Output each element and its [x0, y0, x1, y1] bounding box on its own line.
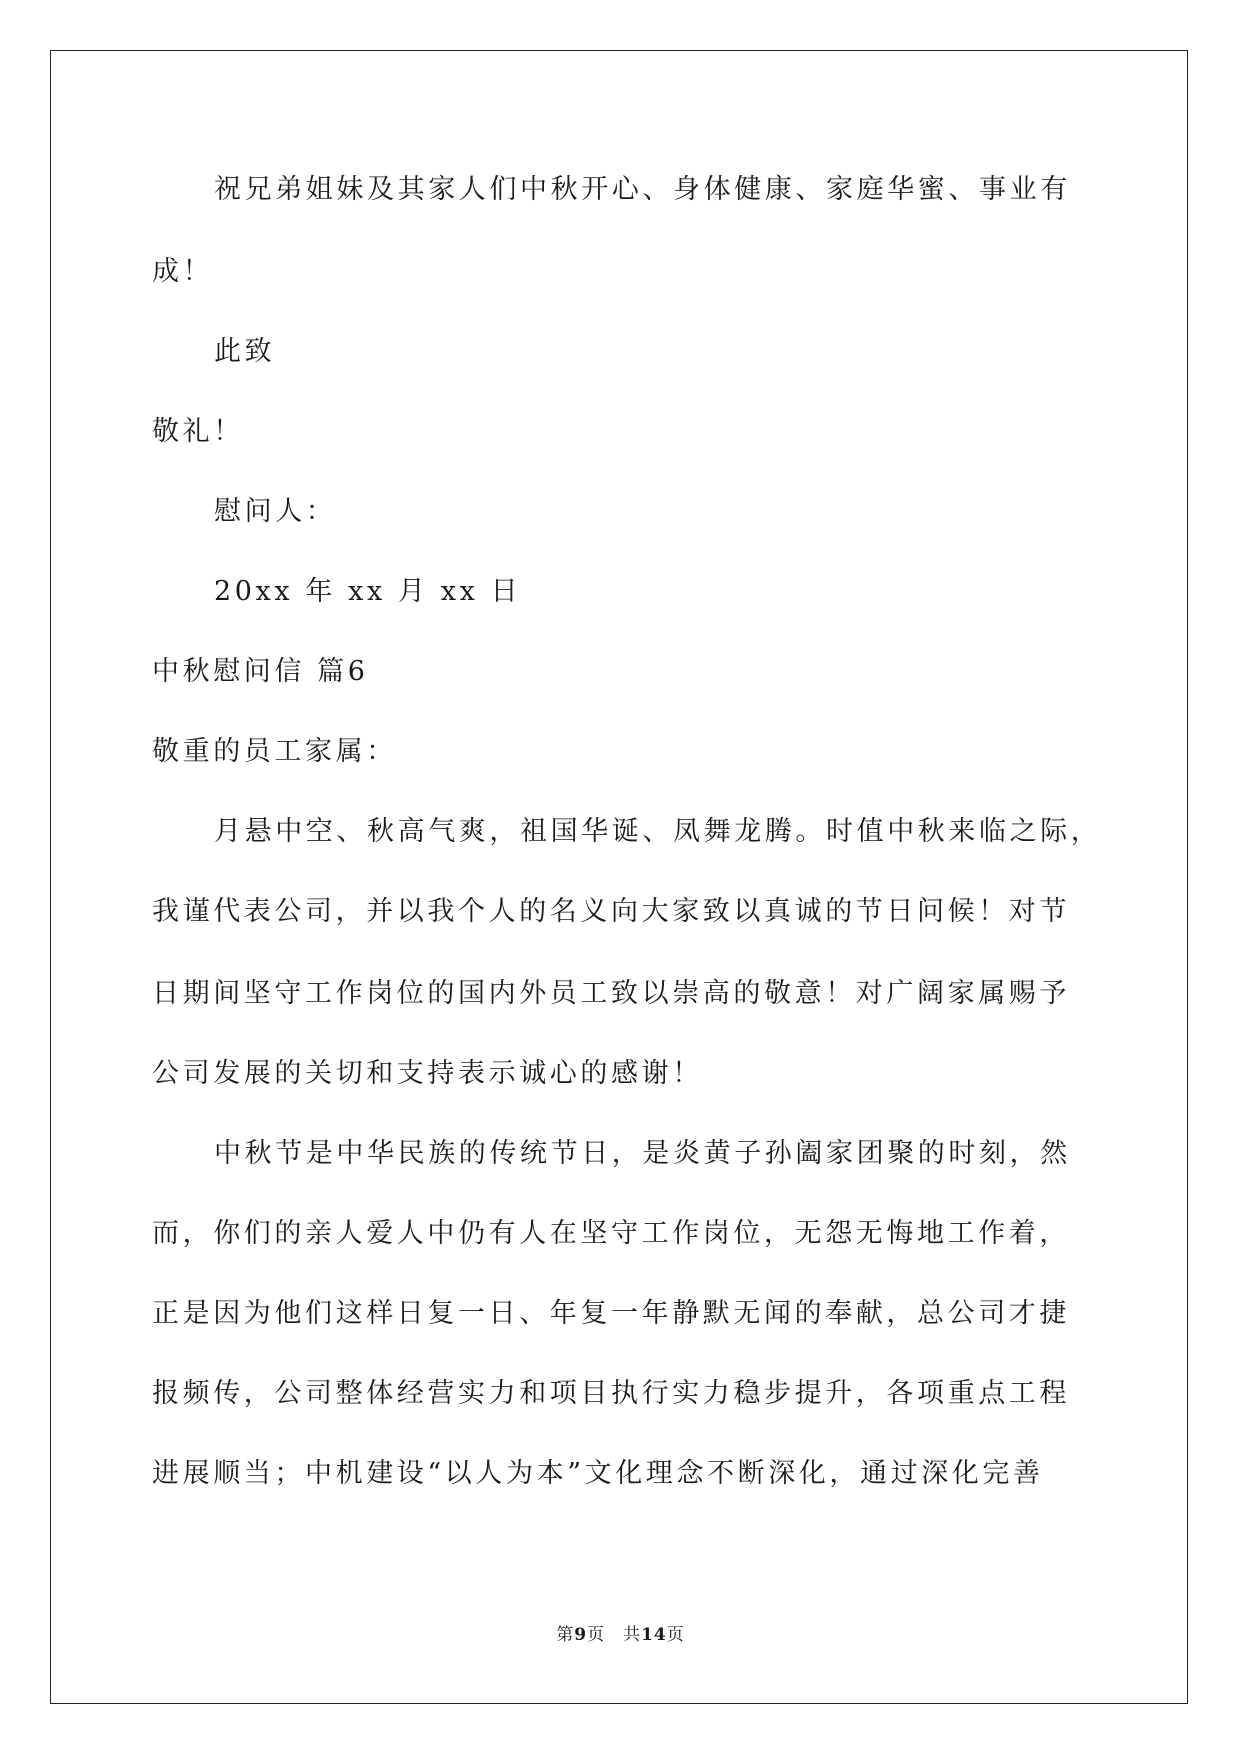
- total-page-number: 14: [641, 1625, 667, 1645]
- footer-mid: 页 共: [587, 1625, 642, 1645]
- signature-label: 慰问人：: [214, 496, 337, 527]
- paragraph-line-5: 日期间坚守工作岗位的国内外员工致以崇高的敬意！对广阔家属赐予: [152, 978, 1070, 1009]
- paragraph-line-2: 成！: [152, 256, 214, 287]
- page-border: [50, 50, 1188, 1704]
- paragraph-line-9: 正是因为他们这样日复一日、年复一年静默无闻的奉献，总公司才捷: [152, 1298, 1070, 1329]
- closing-respect: 敬礼！: [152, 416, 244, 447]
- paragraph-line-6: 公司发展的关切和支持表示诚心的感谢！: [152, 1058, 703, 1089]
- date-line: 20xx 年 xx 月 xx 日: [214, 576, 522, 607]
- section-heading: 中秋慰问信 篇6: [152, 656, 369, 687]
- paragraph-line-3: 月悬中空、秋高气爽，祖国华诞、凤舞龙腾。时值中秋来临之际，: [214, 816, 1102, 847]
- footer-suffix: 页: [666, 1625, 685, 1645]
- paragraph-line-1: 祝兄弟姐妹及其家人们中秋开心、身体健康、家庭华蜜、事业有: [214, 174, 1071, 205]
- current-page-number: 9: [574, 1625, 588, 1645]
- closing-salutation: 此致: [214, 336, 276, 367]
- letter-greeting: 敬重的员工家属：: [152, 736, 397, 767]
- paragraph-line-11: 进展顺当；中机建设“以人为本”文化理念不断深化，通过深化完善: [152, 1458, 1044, 1489]
- paragraph-line-7: 中秋节是中华民族的传统节日，是炎黄子孙阖家团聚的时刻，然: [214, 1138, 1071, 1169]
- footer-prefix: 第: [556, 1625, 575, 1645]
- paragraph-line-8: 而，你们的亲人爱人中仍有人在坚守工作岗位，无怨无悔地工作着，: [152, 1218, 1070, 1249]
- paragraph-line-10: 报频传，公司整体经营实力和项目执行实力稳步提升，各项重点工程: [152, 1378, 1070, 1409]
- page-footer: [0, 1620, 1241, 1645]
- paragraph-line-4: 我谨代表公司，并以我个人的名义向大家致以真诚的节日问候！对节: [152, 896, 1070, 927]
